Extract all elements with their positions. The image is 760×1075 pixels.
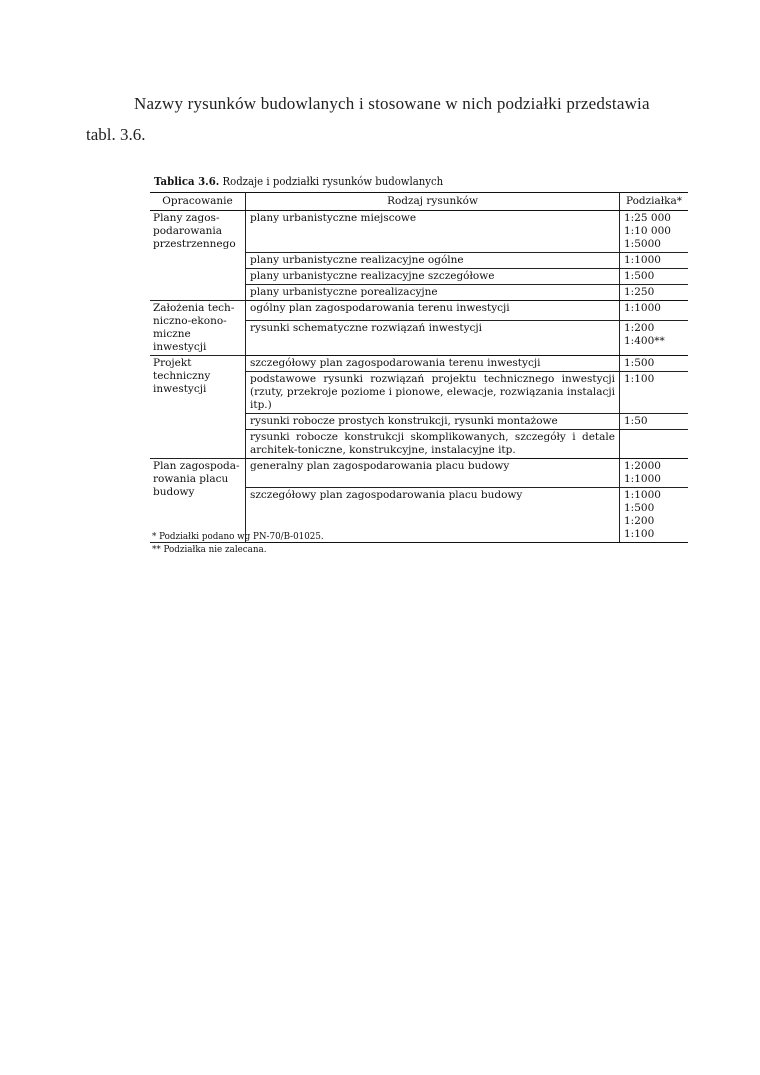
cell-podzialka xyxy=(620,430,689,459)
cell-rodzaj: podstawowe rysunki rozwiązań projektu technicznego inwestycji (rzuty, przekroje poziome i pionowe, elewacje, rozwiązania instalacji itp.) xyxy=(246,372,620,414)
scale-value: 1:100 xyxy=(624,528,655,540)
cell-rodzaj: plany urbanistyczne realizacyjne ogólne xyxy=(246,253,620,269)
intro-paragraph xyxy=(86,88,686,150)
table-body xyxy=(150,211,688,543)
scale-value: 1:1000 xyxy=(624,254,661,266)
scale-value: 1:200 xyxy=(624,321,655,334)
cell-podzialka xyxy=(620,414,689,430)
table-caption xyxy=(154,175,443,188)
cell-podzialka xyxy=(620,356,689,372)
cell-podzialka xyxy=(620,211,689,253)
scale-value: 1:400** xyxy=(624,334,665,347)
scale-value: 1:10 000 xyxy=(624,225,671,237)
intro-line-1: Nazwy rysunków budowlanych i stosowane w nich podziałki przedstawia xyxy=(134,94,650,113)
scale-value: 1:500 xyxy=(624,502,655,514)
scale-value: 1:1000 xyxy=(624,302,661,314)
cell-podzialka xyxy=(620,285,689,301)
scale-value: 1:2000 xyxy=(624,460,661,472)
scale-value: 1:100 xyxy=(624,373,655,385)
cell-opracowanie: Plan zagospoda- rowania placu budowy xyxy=(150,459,246,543)
cell-opracowanie: Projekt techniczny inwestycji xyxy=(150,356,246,459)
table-caption-title: Rodzaje i podziałki rysunków budowlanych xyxy=(222,175,444,188)
cell-rodzaj: plany urbanistyczne realizacyjne szczegółowe xyxy=(246,269,620,285)
scale-value: 1:5000 xyxy=(624,238,661,250)
scale-value: 1:25 000 xyxy=(624,212,671,224)
cell-podzialka xyxy=(620,301,689,321)
cell-rodzaj: rysunki robocze konstrukcji skomplikowanych, szczegóły i detale architek-toniczne, konstrukcyjne, instalacyjne itp. xyxy=(246,430,620,459)
intro-line-2: tabl. 3.6. xyxy=(86,125,146,144)
cell-rodzaj: plany urbanistyczne porealizacyjne xyxy=(246,285,620,301)
cell-podzialka xyxy=(620,269,689,285)
scale-value: 1:500 xyxy=(624,270,655,282)
scale-value: 1:50 xyxy=(624,415,648,427)
header-rodzaj: Rodzaj rysunków xyxy=(246,193,620,211)
cell-rodzaj: szczegółowy plan zagospodarowania placu budowy xyxy=(246,488,620,543)
cell-rodzaj: ogólny plan zagospodarowania terenu inwestycji xyxy=(246,301,620,321)
table-caption-label: Tablica 3.6. xyxy=(154,175,220,188)
cell-rodzaj: generalny plan zagospodarowania placu budowy xyxy=(246,459,620,488)
scale-value: 1:250 xyxy=(624,286,655,298)
cell-rodzaj: rysunki robocze prostych konstrukcji, rysunki montażowe xyxy=(246,414,620,430)
cell-opracowanie: Plany zagos- podarowania przestrzennego xyxy=(150,211,246,301)
scales-table xyxy=(150,192,688,543)
cell-podzialka xyxy=(620,488,689,543)
scale-value: 1:500 xyxy=(624,357,655,369)
cell-podzialka xyxy=(620,372,689,414)
cell-podzialka xyxy=(620,459,689,488)
cell-podzialka xyxy=(620,253,689,269)
table-row xyxy=(150,459,688,488)
scale-value: 1:1000 xyxy=(624,489,661,501)
footnote-2: ** Podziałka nie zalecana. xyxy=(152,544,267,555)
cell-opracowanie: Założenia tech- niczno-ekono- miczne inwestycji xyxy=(150,301,246,356)
table-footnotes xyxy=(152,530,339,556)
header-opracowanie: Opracowanie xyxy=(150,193,246,211)
scale-value: 1:1000 xyxy=(624,473,661,485)
cell-rodzaj: rysunki schematyczne rozwiązań inwestycji xyxy=(246,320,620,355)
footnote-1: * Podziałki podano wg PN-70/B-01025. xyxy=(152,531,324,542)
cell-podzialka xyxy=(620,320,689,355)
cell-rodzaj: szczegółowy plan zagospodarowania terenu inwestycji xyxy=(246,356,620,372)
header-podzialka: Podziałka* xyxy=(620,193,689,211)
cell-rodzaj: plany urbanistyczne miejscowe xyxy=(246,211,620,253)
table-row xyxy=(150,211,688,253)
table-row xyxy=(150,356,688,372)
scale-value: 1:200 xyxy=(624,515,655,527)
table-header-row xyxy=(150,193,688,211)
table-row xyxy=(150,301,688,321)
